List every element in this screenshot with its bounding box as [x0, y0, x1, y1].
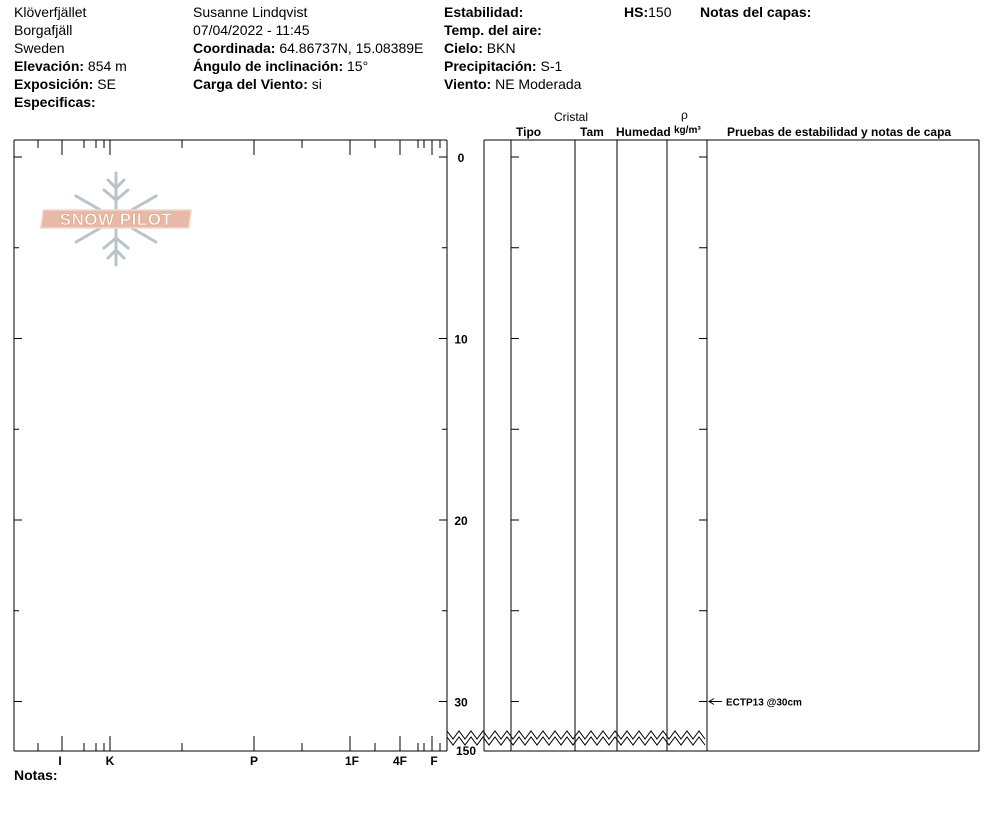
- elevation-value: 854 m: [87, 58, 127, 74]
- hardness-label: 1F: [344, 754, 360, 768]
- specifics-label: Especificas:: [14, 94, 96, 110]
- sky-value: BKN: [486, 40, 516, 56]
- break-zigzag-lower: [447, 737, 705, 745]
- region-name: Borgafjäll: [14, 22, 73, 38]
- depth-bottom-label: 150: [455, 744, 477, 758]
- graph-labels: [58, 151, 802, 768]
- coordinate-label: Coordinada:: [193, 40, 276, 56]
- break-zigzag-upper: [447, 731, 705, 739]
- tests-header: Pruebas de estabilidad y notas de capa: [727, 125, 952, 139]
- location-name: Klöverfjället: [14, 4, 87, 20]
- graph-frame: [14, 140, 979, 751]
- depth-label: 30: [454, 695, 468, 710]
- notes-label: Notas:: [14, 767, 58, 783]
- stability-label: Estabilidad:: [444, 4, 524, 20]
- hardness-label: 4F: [392, 754, 408, 768]
- density-unit-header: kg/m³: [674, 125, 701, 136]
- wind-load-label: Carga del Viento:: [193, 76, 308, 92]
- hardness-label: K: [105, 754, 115, 768]
- slope-value: 15°: [347, 58, 369, 74]
- sky-label: Cielo:: [444, 40, 483, 56]
- depth-label: 20: [454, 514, 468, 528]
- exposure-label: Exposición:: [14, 76, 94, 92]
- exposure-value: SE: [97, 76, 116, 92]
- coordinate-value: 64.86737N, 15.08389E: [279, 40, 424, 56]
- layer-notes-label: Notas del capas:: [700, 4, 812, 20]
- size-header: Tam: [580, 125, 604, 139]
- logo-text: SNOW PILOT: [59, 210, 173, 229]
- hardness-label: I: [58, 754, 62, 768]
- humidity-header: Humedad: [616, 125, 671, 139]
- depth-label: 10: [454, 332, 468, 347]
- wind-value: NE Moderada: [495, 76, 582, 92]
- slope-label: Ángulo de inclinación:: [193, 58, 344, 74]
- depth-label: 0: [457, 151, 465, 165]
- hs-label: HS:: [624, 4, 649, 20]
- observation-datetime: 07/04/2022 - 11:45: [193, 22, 310, 38]
- precip-label: Precipitación:: [444, 58, 537, 74]
- country-name: Sweden: [14, 40, 65, 56]
- observer-name: Susanne Lindqvist: [193, 4, 308, 20]
- hs-value: 150: [648, 4, 672, 20]
- rho-header: ρ: [681, 108, 688, 122]
- hardness-label: P: [249, 754, 259, 768]
- stability-test-label: ECTP13 @30cm: [726, 697, 802, 709]
- type-header: Tipo: [516, 125, 542, 139]
- elevation-label: Elevación:: [14, 58, 85, 74]
- crystal-header: Cristal: [554, 110, 589, 124]
- air-temp-label: Temp. del aire:: [444, 22, 542, 38]
- precip-value: S-1: [540, 58, 563, 74]
- wind-label: Viento:: [444, 76, 492, 92]
- hardness-label: F: [430, 754, 438, 768]
- wind-load-value: si: [311, 76, 322, 92]
